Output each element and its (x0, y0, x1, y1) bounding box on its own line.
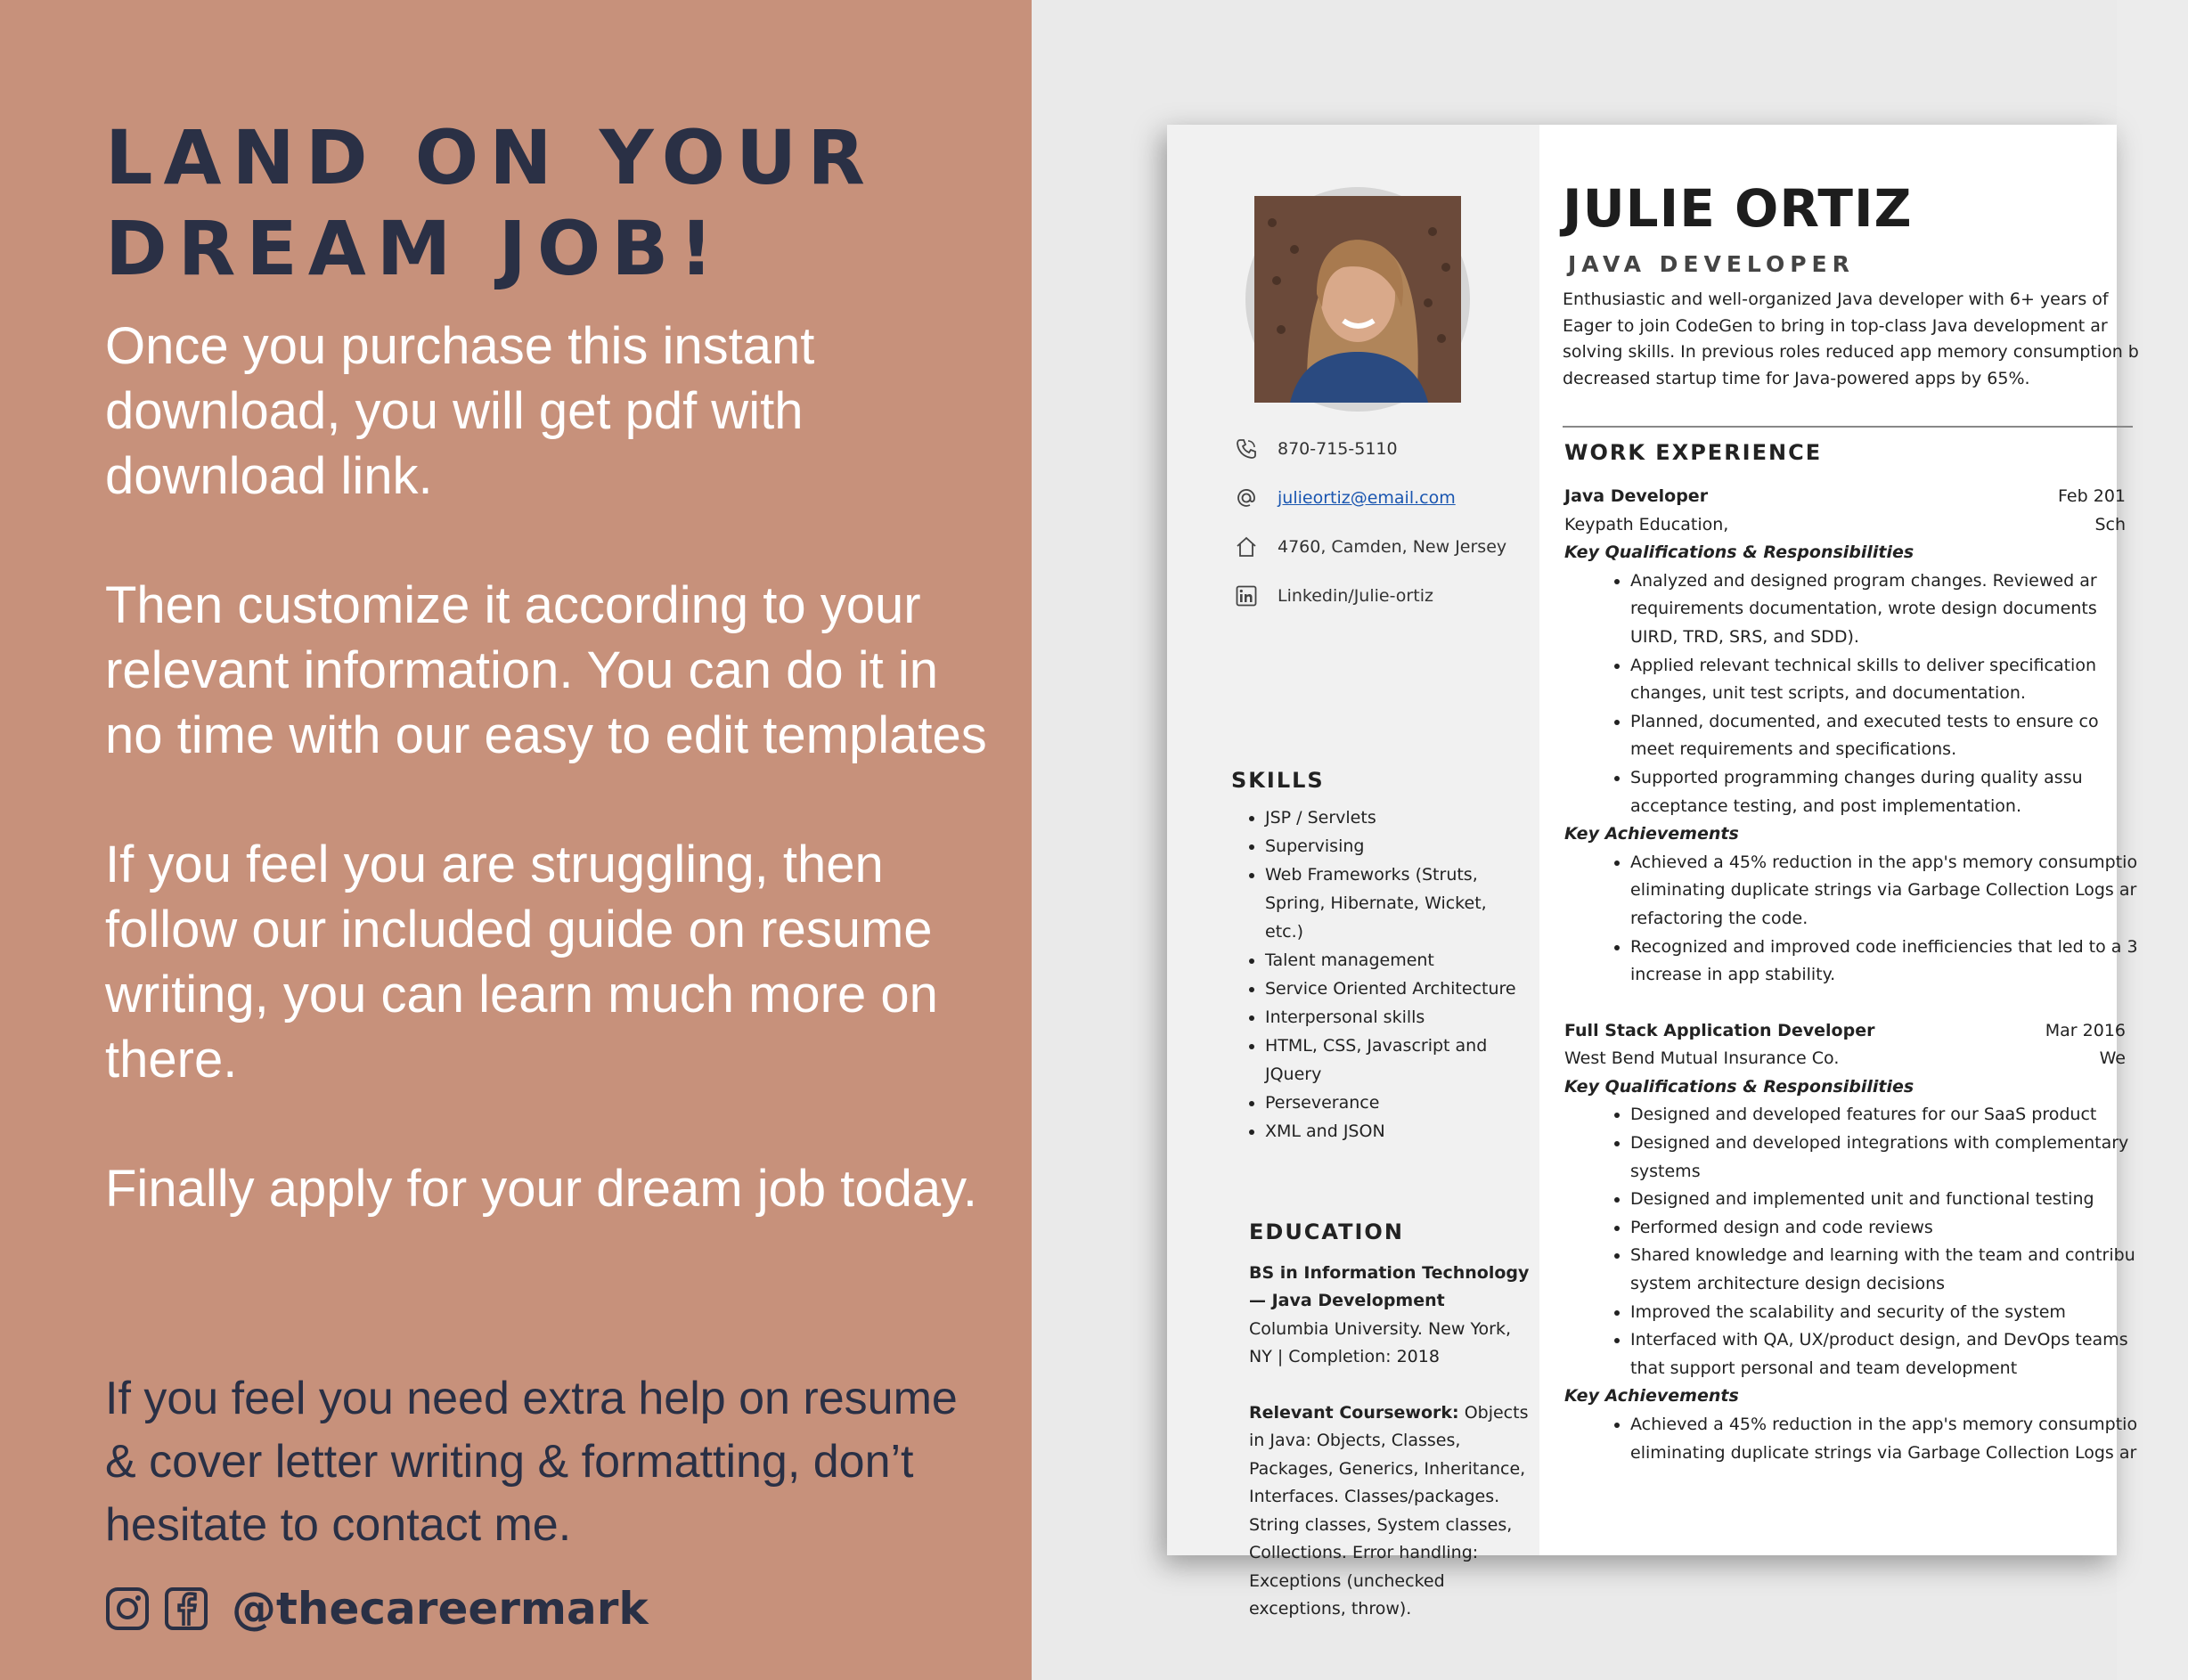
job-location: We (2099, 1048, 2126, 1069)
job-company: West Bend Mutual Insurance Co. (1564, 1048, 1840, 1069)
skills-section (1231, 768, 1525, 1146)
job-date: Mar 2016 (2045, 1020, 2126, 1040)
responsibility-list (1564, 567, 2188, 820)
achievement-list (1564, 849, 2188, 990)
instagram-icon[interactable] (105, 1586, 150, 1631)
linkedin-icon (1235, 584, 1258, 608)
work-experience (1564, 483, 2188, 1467)
education-heading: EDUCATION (1249, 1219, 1404, 1244)
bullet-item: • Designed and developed features for our SaaS product (1630, 1101, 2188, 1130)
linkedin-text: Linkedin/Julie-ortiz (1278, 585, 1433, 606)
resume-sidebar (1167, 125, 1539, 1619)
job-date: Feb 201 (2058, 486, 2126, 506)
coursework-text: Objects in Java: Objects, Classes, Packages, Generics, Inheritance, Interfaces. Classes/packages. String classes, System classes, Collections. Error handling: Exceptions (unchecked exceptions, throw). (1249, 1402, 1529, 1619)
education-school: Columbia University. New York, NY | Completion: 2018 (1249, 1318, 1511, 1366)
address-text: 4760, Camden, New Jersey (1278, 536, 1507, 557)
contact-address (1235, 522, 1529, 571)
job-header (1564, 483, 2126, 511)
work-heading: WORK EXPERIENCE (1564, 440, 1823, 465)
contact-linkedin (1235, 571, 1529, 620)
section-divider (1563, 426, 2133, 428)
phone-text: 870-715-5110 (1278, 438, 1398, 459)
contact-phone (1235, 424, 1529, 473)
resume-title: JAVA DEVELOPER (1568, 251, 1855, 277)
bullet-item: • Shared knowledge and learning with the team and contribu system architecture design decisions (1630, 1242, 2188, 1298)
email-link[interactable]: julieortiz@email.com (1278, 487, 1456, 508)
profile-photo-ring (1245, 187, 1470, 412)
social-handle[interactable]: @thecareermark (232, 1583, 649, 1635)
bullet-item: • Designed and developed integrations with complementary systems (1630, 1130, 2188, 1186)
promo-paragraph: Once you purchase this instant download, you will get pdf with download link. (105, 317, 815, 505)
job-title: Full Stack Application Developer (1564, 1020, 1875, 1040)
promo-paragraph: Then customize it according to your relevant information. You can do it in no time with our easy to edit templates (105, 576, 987, 764)
skill-item: • HTML, CSS, Javascript and JQuery (1265, 1032, 1525, 1089)
achievements-label: Key Achievements (1564, 1386, 1739, 1407)
bullet-item: • Improved the scalability and security of the system (1630, 1299, 2188, 1327)
promo-panel (0, 0, 1032, 1680)
bullet-item: • Recognized and improved code inefficiencies that led to a 3 increase in app stability. (1630, 934, 2188, 990)
skill-item: • Web Frameworks (Struts, Spring, Hibernate, Wicket, etc.) (1265, 860, 1525, 946)
job-entry (1564, 483, 2188, 990)
promo-copy (105, 314, 987, 1221)
education-degree: BS in Information Technology — Java Development (1249, 1262, 1530, 1310)
job-location: Sch (2094, 514, 2126, 534)
job-title: Java Developer (1564, 486, 1709, 506)
education-coursework (1249, 1399, 1531, 1624)
at-icon (1235, 486, 1258, 510)
skill-item: • Interpersonal skills (1265, 1003, 1525, 1032)
summary-line: decreased startup time for Java-powered apps by 65%. (1563, 368, 2030, 388)
profile-photo (1254, 196, 1461, 403)
contact-list (1235, 424, 1529, 620)
bullet-item: • Analyzed and designed program changes. Reviewed ar requirements documentation, wrote design documents UIRD, TRD, SRS, and SDD). (1630, 567, 2188, 652)
summary-line: Eager to join CodeGen to bring in top-class Java development ar (1563, 315, 2108, 336)
resume-summary (1563, 287, 2142, 392)
job-entry (1564, 1017, 2188, 1468)
facebook-icon[interactable] (164, 1586, 208, 1631)
bullet-item: • Supported programming changes during quality assu acceptance testing, and post implementation. (1630, 764, 2188, 820)
summary-line: solving skills. In previous roles reduced app memory consumption b (1563, 342, 2139, 362)
coursework-label: Relevant Coursework: (1249, 1402, 1459, 1423)
summary-line: Enthusiastic and well-organized Java developer with 6+ years of (1563, 290, 2109, 309)
help-text: If you feel you need extra help on resume & cover letter writing & formatting, don’t hesitate to contact me. (105, 1373, 958, 1551)
qualifications-label: Key Qualifications & Responsibilities (1564, 1076, 1914, 1097)
responsibility-list (1564, 1101, 2188, 1382)
job-header (1564, 1017, 2126, 1046)
skill-item: • Supervising (1265, 832, 1525, 860)
headline (105, 112, 876, 294)
headline-line-2: DREAM JOB! (105, 205, 724, 292)
bullet-item: • Interfaced with QA, UX/product design, and DevOps teams that support personal and team development (1630, 1326, 2188, 1382)
promo-paragraph: If you feel you are struggling, then follow our included guide on resume writing, you can learn much more on there. (105, 836, 938, 1089)
bullet-item: • Designed and implemented unit and functional testing (1630, 1186, 2188, 1214)
skill-item: • JSP / Servlets (1265, 803, 1525, 832)
bullet-item: • Planned, documented, and executed tests to ensure co meet requirements and specifications. (1630, 708, 2188, 764)
job-company-row (1564, 1045, 2126, 1073)
resume-page (1167, 125, 2139, 1619)
job-company-row (1564, 511, 2126, 540)
bullet-item: • Achieved a 45% reduction in the app's memory consumptio eliminating duplicate strings via Garbage Collection Logs ar (1630, 1411, 2188, 1467)
bullet-item: • Applied relevant technical skills to deliver specification changes, unit test scripts, and documentation. (1630, 652, 2188, 708)
phone-icon (1235, 437, 1258, 461)
home-icon (1235, 535, 1258, 559)
bullet-item: • Achieved a 45% reduction in the app's memory consumptio eliminating duplicate strings via Garbage Collection Logs ar refactoring the code. (1630, 849, 2188, 934)
resume-name: JULIE ORTIZ (1563, 178, 1913, 239)
skill-item: • Talent management (1265, 946, 1525, 975)
social-row (105, 1584, 649, 1634)
achievement-list (1564, 1411, 2188, 1467)
education-section (1249, 1219, 1531, 1624)
job-company: Keypath Education, (1564, 514, 1729, 534)
qualifications-label: Key Qualifications & Responsibilities (1564, 542, 1914, 563)
promo-paragraph: Finally apply for your dream job today. (105, 1160, 977, 1218)
skill-item: • Service Oriented Architecture (1265, 975, 1525, 1003)
skills-list (1231, 803, 1525, 1146)
skill-item: • XML and JSON (1265, 1117, 1525, 1146)
skills-heading: SKILLS (1231, 768, 1325, 793)
achievements-label: Key Achievements (1564, 824, 1739, 844)
bullet-item: • Performed design and code reviews (1630, 1214, 2188, 1243)
headline-line-1: LAND ON YOUR (105, 114, 876, 201)
skill-item: • Perseverance (1265, 1089, 1525, 1117)
contact-email (1235, 473, 1529, 522)
